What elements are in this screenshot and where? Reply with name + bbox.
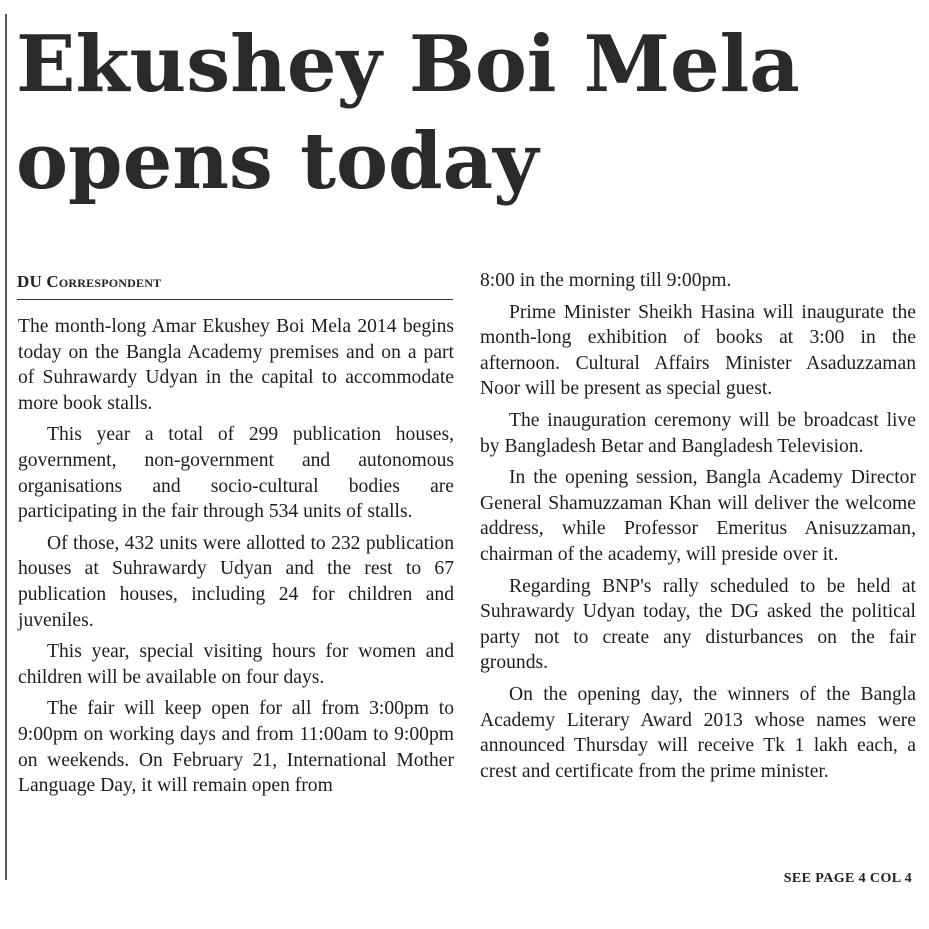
article-paragraph: This year a total of 299 publication houses, government, non-government and autonomous organisations and socio-cultural bodies are participating in the fair through 534 units of stalls. bbox=[18, 424, 454, 523]
article-paragraph: Prime Minister Sheikh Hasina will inaugurate the month-long exhibition of books at 3:00 in the afternoon. Cultural Affairs Minister Asaduzzaman Noor will be present as special guest. bbox=[480, 301, 916, 400]
article-column-left bbox=[18, 314, 454, 805]
article-paragraph: The fair will keep open for all from 3:00pm to 9:00pm on working days and from 11:00am to 9:00pm on weekends. On February 21, International Mother Language Day, it will remain open from bbox=[18, 698, 454, 797]
article-paragraph: 8:00 in the morning till 9:00pm. bbox=[480, 270, 732, 291]
article-paragraph: The month-long Amar Ekushey Boi Mela 2014 begins today on the Bangla Academy premises and on a part of Suhrawardy Udyan in the capital to accommodate more book stalls. bbox=[18, 316, 454, 414]
column-rule bbox=[5, 14, 7, 880]
byline-divider bbox=[17, 299, 453, 300]
article-paragraph: This year, special visiting hours for women and children will be available on four days. bbox=[18, 641, 454, 688]
headline: Ekushey Boi Mela opens today bbox=[16, 19, 800, 207]
article-paragraph: Regarding BNP's rally scheduled to be held at Suhrawardy Udyan today, the DG asked the political party not to create any disturbances on the fair grounds. bbox=[480, 575, 916, 674]
article-paragraph: The inauguration ceremony will be broadcast live by Bangladesh Betar and Bangladesh Television. bbox=[480, 409, 916, 457]
article-column-right bbox=[480, 268, 916, 790]
byline: DU Correspondent bbox=[17, 272, 162, 291]
article-paragraph: Of those, 432 units were allotted to 232 publication houses at Suhrawardy Udyan and the rest to 67 publication houses, including 24 for children and juveniles. bbox=[18, 532, 454, 631]
continuation-jump-line: SEE PAGE 4 COL 4 bbox=[783, 871, 912, 886]
article-paragraph: In the opening session, Bangla Academy Director General Shamuzzaman Khan will deliver the welcome address, while Professor Emeritus Anisuzzaman, chairman of the academy, will preside over it. bbox=[480, 467, 916, 565]
article-paragraph: On the opening day, the winners of the Bangla Academy Literary Award 2013 whose names were announced Thursday will receive Tk 1 lakh each, a crest and certificate from the prime minister. bbox=[480, 683, 916, 782]
